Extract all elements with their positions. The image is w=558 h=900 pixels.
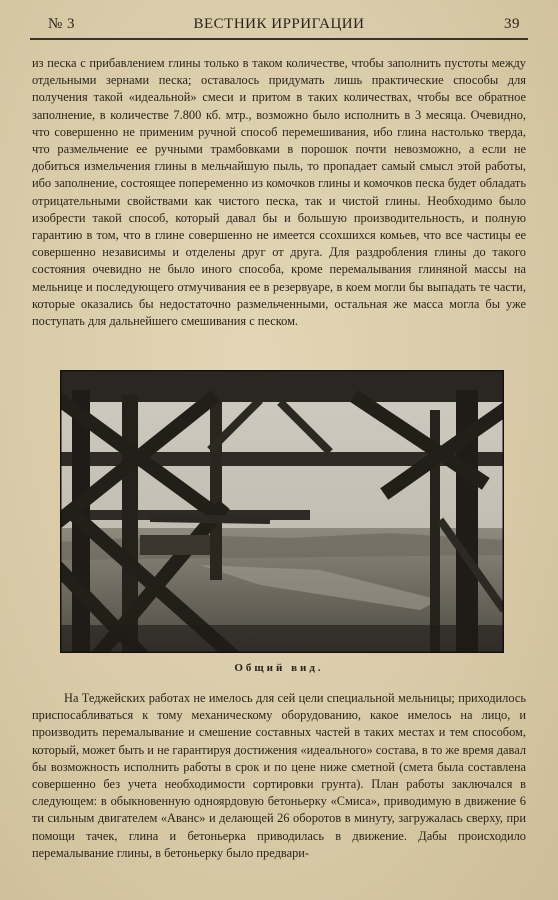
construction-photo — [60, 370, 504, 653]
journal-title: ВЕСТНИК ИРРИГАЦИИ — [193, 16, 365, 32]
photo-caption: Общий вид. — [234, 662, 324, 674]
paragraph-2: На Теджейских работах не имелось для сей цели специальной мельницы; приходилось приспосабливаться к тому механическому оборудованию, какое имелось на лицо, и производить перемалывание и смешение составных частей в таких местах и тем способом, который, может быть и не гарантируя достижения «идеального» состава, в то же время давал бы возможность исполнить работы в срок и по цене ниже сметной (смета была составлена совершенно без учета необходимости сортировки грунта). План работы заключался в следующем: в обыкновенную одноярдовую бетоньерку «Смиса», приводимую в движение 6 ти сильным двигателем «Аванс» и делающей 26 оборотов в минуту, загружалась сверху, при помощи тачек, глина и бетоньерка приводилась в движение. Дабы происходило перемалывание глины, в бетоньерку было предвари- — [32, 691, 526, 860]
paragraph-1: из песка с прибавлением глины только в таком количестве, чтобы заполнить пустоты между отдельными зернами песка; оставалось придумать лишь практические способы для получения такой «идеальной» смеси и притом в таких количествах, чтобы все обратное заполнение, в количестве 7.800 кб. мтр., возможно было исполнить в 3 месяца. Очевидно, что совершенно не применим ручной способ перемешивания, ибо глина настолько тверда, что размельчение ее ручными трамбовками в порошок почти невозможно, а если не добиться измельчения глины в мельчайшую пыль, то пропадает самый смысл этой работы, ибо заполнение, состоящее попеременно из комочков глины и комочков песка будет обладать отрицательными свойствами как чистого песка, так и чистой глины. Необходимо было изобрести такой способ, который давал бы и большую производительность, и полную гарантию в том, что в глине совершенно не имеется ссохшихся комьев, что все частицы ее совершенно независимы и отделены друг от друга. Для раздробления глины до такого состояния очевидно не было иного способа, кроме перемалывания глиняной массы на мельнице и последующего отмучивания ее в резервуаре, в коем могли бы выпадать те части, которые оказались бы недостаточно размельченными, остальная же масса могла бы уже поступать для дальнейшего смешивания с песком. — [32, 56, 526, 329]
issue-number: № 3 — [48, 16, 76, 32]
page-header — [30, 14, 528, 40]
page-number: 39 — [504, 16, 520, 32]
